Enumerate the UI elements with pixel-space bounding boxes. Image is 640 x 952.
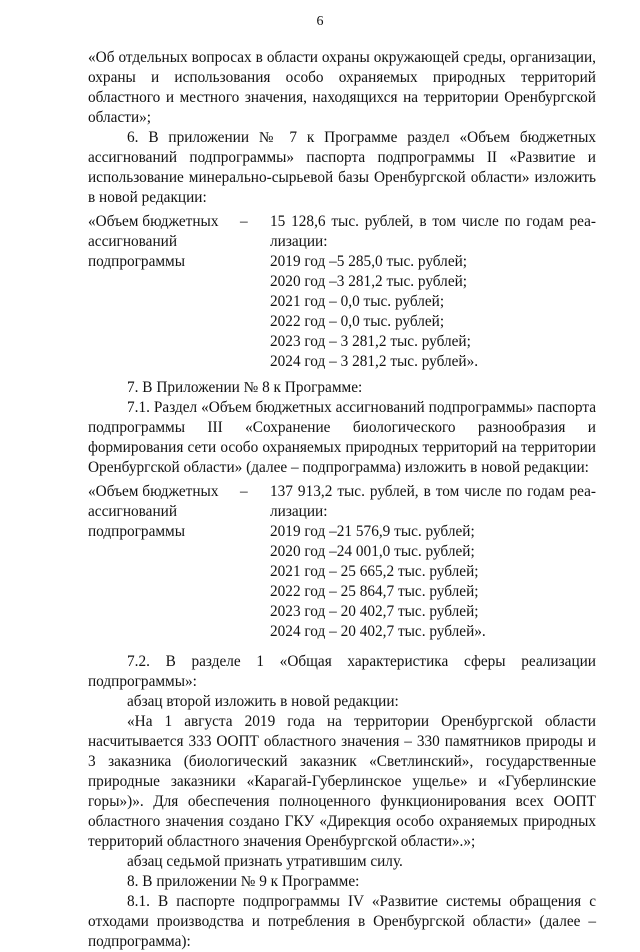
budget-dash: –	[240, 213, 248, 230]
budget-block-subprogram-2	[88, 212, 596, 372]
budget-year-line: 2024 год – 20 402,7 тыс. рублей».	[270, 623, 486, 640]
paragraph-quote: «На 1 августа 2019 года на территории Оренбургской области насчитывается 333 ООПТ областного значения – 330 памятников природы и 3 заказника (биологический заказник «Светлинский», государственные природные заказники «Карагай-Губерлинское ущелье» и «Губерлинские горы»)». Для обеспечения полноценного функционирования всех ООПТ областного значения создано ГКУ «Дирекция особо охраняемых природных территорий областного значения Оренбургской области».»;	[88, 713, 596, 850]
page-number: 6	[316, 14, 324, 29]
budget-line: лизации:	[270, 233, 328, 250]
budget-values	[270, 482, 596, 642]
budget-year-line: 2022 год – 0,0 тыс. рублей;	[270, 313, 445, 330]
budget-values	[270, 212, 596, 372]
budget-total-line: 15 128,6 тыс. рублей, в том числе по годам реа-	[270, 213, 596, 230]
budget-block-subprogram-3	[88, 482, 596, 642]
paragraph-item-6: 6. В приложении № 7 к Программе раздел «Объем бюджетных ассигнований подпрограммы» паспорта подпрограммы II «Развитие и использование минерально-сырьевой базы Оренбургской области» изложить в новой редакции:	[88, 129, 596, 206]
budget-year-line: 2023 год – 20 402,7 тыс. рублей;	[270, 603, 479, 620]
paragraph-item-7-1: 7.1. Раздел «Объем бюджетных ассигнований подпрограммы» паспорта подпрограммы III «Сохранение биологического разнообразия и формирования сети особо охраняемых природных территорий на территории Оренбургской области» (далее – подпрограмма) изложить в новой редакции:	[88, 399, 596, 476]
paragraph-item-8: 8. В приложении № 9 к Программе:	[127, 873, 360, 890]
budget-year-line: 2020 год –3 281,2 тыс. рублей;	[270, 273, 468, 290]
budget-year-line: 2019 год –21 576,9 тыс. рублей;	[270, 523, 475, 540]
paragraph-abzac-2: абзац второй изложить в новой редакции:	[127, 693, 399, 710]
budget-year-line: 2021 год – 0,0 тыс. рублей;	[270, 293, 445, 310]
paragraph-item-7-2: 7.2. В разделе 1 «Общая характеристика сферы реализации подпрограммы»:	[88, 653, 596, 690]
paragraph-item-8-1: 8.1. В паспорте подпрограммы IV «Развитие системы обращения с отходами производства и потребления в Оренбургской области» (далее – подпрограмма):	[88, 893, 596, 950]
budget-year-line: 2023 год – 3 281,2 тыс. рублей;	[270, 333, 471, 350]
budget-dash: –	[240, 483, 248, 500]
budget-label: «Объем бюджетных ассигнований подпрограммы	[88, 213, 219, 270]
paragraph-abzac-7: абзац седьмой признать утратившим силу.	[127, 853, 403, 870]
budget-year-line: 2024 год – 3 281,2 тыс. рублей».	[270, 353, 479, 370]
paragraph-law-title: «Об отдельных вопросах в области охраны окружающей среды, организации, охраны и использования особо охраняемых природных территорий областного и местного значения, находящихся на территории Оренбургской области»;	[88, 49, 596, 126]
budget-year-line: 2019 год –5 285,0 тыс. рублей;	[270, 253, 468, 270]
budget-year-line: 2021 год – 25 665,2 тыс. рублей;	[270, 563, 479, 580]
budget-line: лизации:	[270, 503, 328, 520]
document-body	[88, 48, 596, 952]
budget-total-line: 137 913,2 тыс. рублей, в том числе по годам реа-	[270, 483, 596, 500]
paragraph-item-7: 7. В Приложении № 8 к Программе:	[127, 379, 363, 396]
budget-year-line: 2022 год – 25 864,7 тыс. рублей;	[270, 583, 479, 600]
budget-year-line: 2020 год –24 001,0 тыс. рублей;	[270, 543, 475, 560]
budget-label: «Объем бюджетных ассигнований подпрограммы	[88, 483, 219, 540]
